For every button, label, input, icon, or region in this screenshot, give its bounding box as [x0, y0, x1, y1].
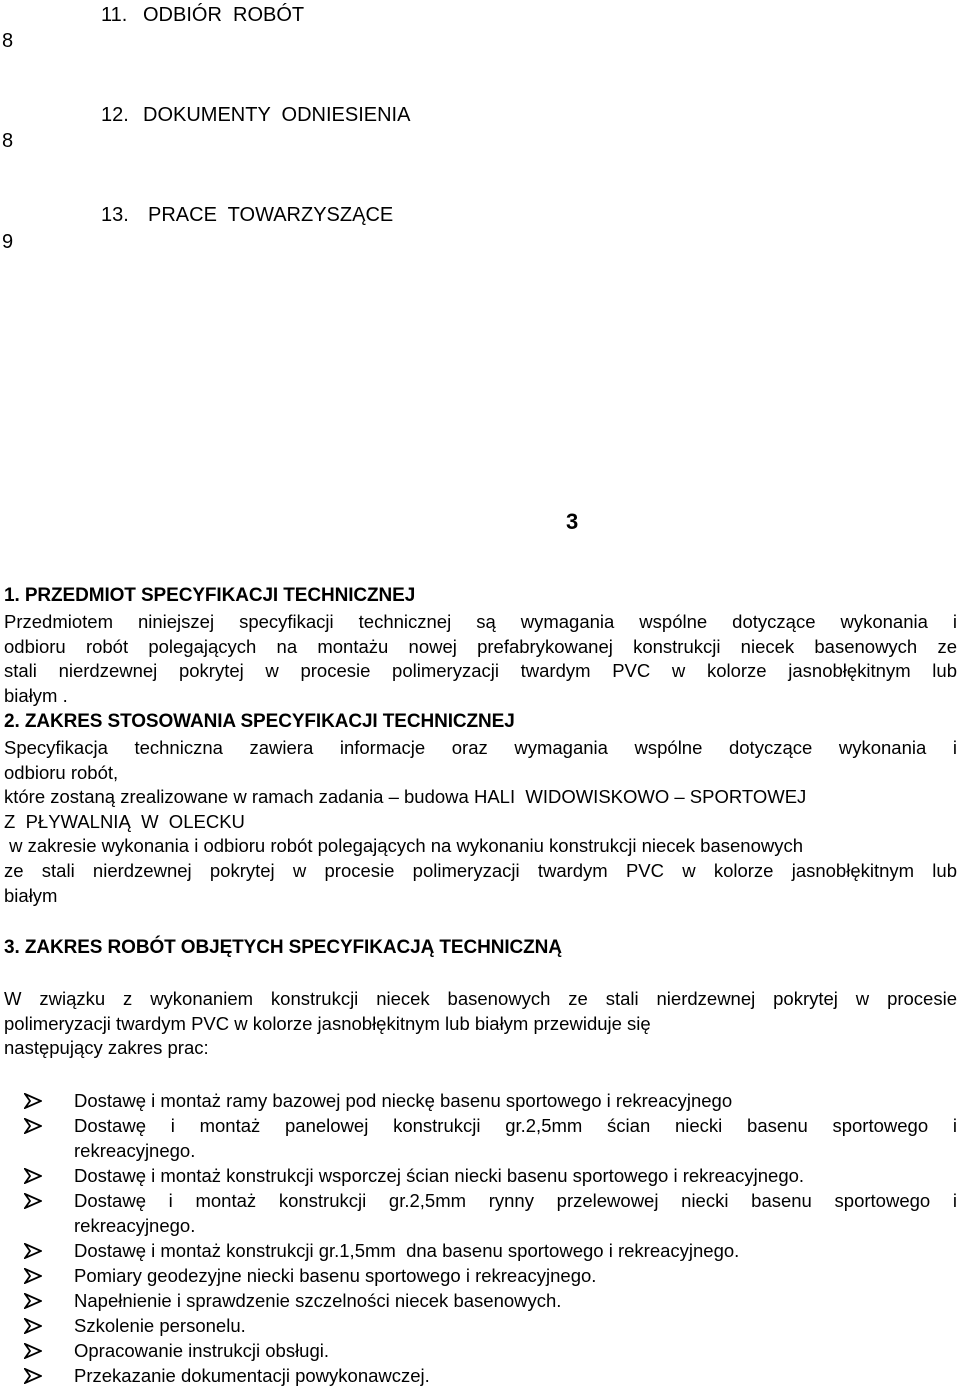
list-item — [0, 1238, 957, 1263]
list-item-text: Dostawę i montaż konstrukcji gr.1,5mm dna basenu sportowego i rekreacyjnego. — [74, 1240, 740, 1261]
list-item — [0, 1188, 957, 1238]
list-item — [0, 1288, 957, 1313]
section-3-heading: 3. ZAKRES ROBÓT OBJĘTYCH SPECYFIKACJĄ TECHNICZNĄ — [4, 937, 562, 958]
section-1-heading: 1. PRZEDMIOT SPECYFIKACJI TECHNICZNEJ — [4, 585, 416, 606]
list-item — [0, 1088, 957, 1113]
arrowhead-bullet-icon — [24, 1093, 42, 1109]
toc-entry-number: 12. — [101, 104, 129, 126]
paragraph-line: polimeryzacji twardym PVC w kolorze jasnobłękitnym lub białym przewiduje się — [4, 1012, 651, 1034]
list-item-text: Szkolenie personelu. — [74, 1315, 246, 1336]
list-item-text: Dostawę i montaż panelowej konstrukcji gr.2,5mm ścian niecki basenu sportowego i — [74, 1115, 957, 1136]
section-1-body — [4, 610, 957, 708]
arrowhead-bullet-icon — [24, 1318, 42, 1334]
toc-entry-number: 13. — [101, 204, 129, 226]
toc-entry-title: DOKUMENTY ODNIESIENIA — [143, 104, 411, 126]
list-item-text: rekreacyjnego. — [74, 1140, 196, 1161]
scope-of-work-list — [0, 1088, 960, 1388]
arrowhead-bullet-icon — [24, 1193, 42, 1209]
paragraph-line: następujący zakres prac: — [4, 1037, 209, 1059]
paragraph-line: które zostaną zrealizowane w ramach zadania – budowa HALI WIDOWISKOWO – SPORTOWEJ — [4, 786, 807, 808]
list-item-text: Przekazanie dokumentacji powykonawczej. — [74, 1365, 430, 1386]
paragraph-line: odbioru robót, — [4, 761, 119, 783]
list-item — [0, 1163, 957, 1188]
list-item — [0, 1338, 957, 1363]
toc-page-number: 8 — [2, 30, 14, 52]
section-3-body — [4, 987, 957, 1061]
toc-page-number: 9 — [2, 231, 14, 253]
toc-entry-number: 11. — [101, 4, 128, 26]
paragraph-line: stali nierdzewnej pokrytej w procesie polimeryzacji twardym PVC w kolorze jasnobłękitnym lub — [4, 660, 957, 682]
page-number: 3 — [566, 509, 579, 534]
paragraph-line: Przedmiotem niniejszej specyfikacji technicznej są wymagania wspólne dotyczące wykonania i — [4, 611, 957, 632]
paragraph-line: w zakresie wykonania i odbioru robót polegających na wykonaniu konstrukcji niecek basenowych — [4, 835, 804, 857]
paragraph-line: białym — [4, 884, 58, 906]
paragraph-line: odbioru robót polegających na montażu nowej prefabrykowanej konstrukcji niecek basenowych ze — [4, 635, 957, 657]
toc-entry-title: ODBIÓR ROBÓT — [143, 4, 305, 26]
arrowhead-bullet-icon — [24, 1368, 42, 1384]
arrowhead-bullet-icon — [24, 1343, 42, 1359]
arrowhead-bullet-icon — [24, 1118, 42, 1134]
list-item-text: Dostawę i montaż konstrukcji gr.2,5mm rynny przelewowej niecki basenu sportowego i — [74, 1190, 957, 1211]
list-item — [0, 1363, 957, 1388]
arrowhead-bullet-icon — [24, 1243, 42, 1259]
paragraph-line: Z PŁYWALNIĄ W OLECKU — [4, 810, 245, 832]
section-2-body — [4, 736, 957, 908]
arrowhead-bullet-icon — [24, 1268, 42, 1284]
toc-page-number: 8 — [2, 130, 14, 152]
paragraph-line: białym . — [4, 684, 68, 706]
arrowhead-bullet-icon — [24, 1293, 42, 1309]
list-item — [0, 1113, 957, 1163]
list-item — [0, 1313, 957, 1338]
list-item — [0, 1263, 957, 1288]
list-item-text: Pomiary geodezyjne niecki basenu sportowego i rekreacyjnego. — [74, 1265, 597, 1286]
paragraph-line: ze stali nierdzewnej pokrytej w procesie polimeryzacji twardym PVC w kolorze jasnobłękitnym lub — [4, 859, 957, 881]
toc-entry-title: PRACE TOWARZYSZĄCE — [148, 204, 394, 226]
list-item-text: Napełnienie i sprawdzenie szczelności niecek basenowych. — [74, 1290, 562, 1311]
list-item-text: Dostawę i montaż ramy bazowej pod nieckę basenu sportowego i rekreacyjnego — [74, 1090, 733, 1111]
paragraph-line: W związku z wykonaniem konstrukcji niecek basenowych ze stali nierdzewnej pokrytej w procesie — [4, 988, 957, 1009]
list-item-text: Opracowanie instrukcji obsługi. — [74, 1340, 330, 1361]
list-item-text: Dostawę i montaż konstrukcji wsporczej ścian niecki basenu sportowego i rekreacyjnego. — [74, 1165, 805, 1186]
arrowhead-bullet-icon — [24, 1168, 42, 1184]
section-2-heading: 2. ZAKRES STOSOWANIA SPECYFIKACJI TECHNICZNEJ — [4, 711, 515, 732]
list-item-text: rekreacyjnego. — [74, 1215, 196, 1236]
paragraph-line: Specyfikacja techniczna zawiera informacje oraz wymagania wspólne dotyczące wykonania i — [4, 737, 957, 758]
